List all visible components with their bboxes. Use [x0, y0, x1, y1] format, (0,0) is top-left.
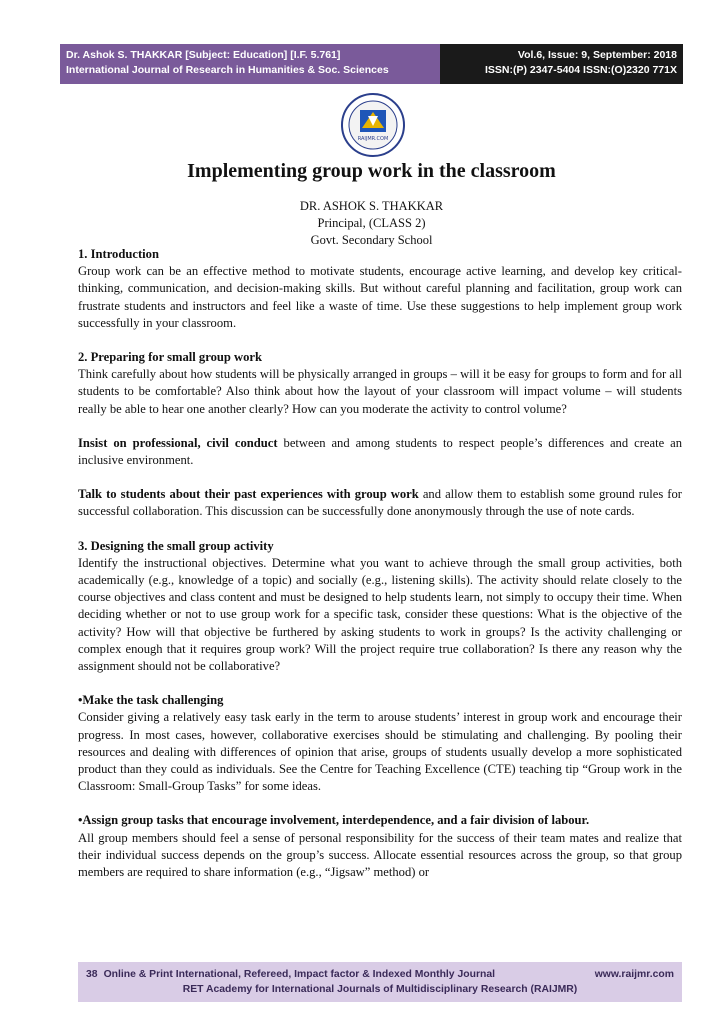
header-issue-block: [440, 44, 683, 84]
insist-rest: between and among students to respect people’s differences and create an inclusive environment.: [78, 435, 682, 468]
page-number: 38: [86, 969, 98, 980]
header-author-block: [60, 44, 440, 84]
journal-header: [60, 44, 683, 84]
logo-text: RAIJMR.COM: [357, 136, 389, 142]
talk-rest: and allow them to establish some ground rules for successful collaboration. This discussion can be successfully done anonymously through the use of note cards.: [78, 487, 682, 519]
author-block: [60, 198, 683, 249]
footer-website-link[interactable]: www.raijmr.com: [594, 969, 674, 980]
insist-paragraph: [78, 435, 682, 469]
header-issn-line: ISSN:(P) 2347-5404 ISSN:(O)2320 771X: [484, 64, 677, 76]
header-author-line: Dr. Ashok S. THAKKAR [Subject: Education] [I.F. 5.761]: [66, 49, 341, 61]
insist-bold: Insist on professional, civil conduct: [78, 435, 278, 450]
footer-line1-wrap: [86, 967, 495, 982]
header-journal-line: International Journal of Research in Humanities & Soc. Sciences: [66, 64, 389, 76]
talk-paragraph: [78, 486, 682, 520]
author-role: Principal, (CLASS 2): [317, 216, 426, 230]
assign-heading: •Assign group tasks that encourage involvement, interdependence, and a fair division of labour.: [78, 813, 590, 828]
footer-line1: Online & Print International, Refereed, Impact factor & Indexed Monthly Journal: [103, 969, 496, 980]
author-org: Govt. Secondary School: [310, 233, 433, 247]
paper-body: [78, 246, 682, 881]
designing-paragraph: Identify the instructional objectives. Determine what you want to achieve through the small group activities, both academically (e.g., knowledge of a topic) and socially (e.g., listening skills). The activity should relate closely to the course objectives and class content and must be designed to help students learn, not simply to occupy their time. When deciding whether or not to use group work for a specific task, consider these questions: What is the objective of the activity? How will that objective be furthered by asking students to work in groups? Is the activity challenging or complex enough that it requires group work? Will the project require true collaboration? Is there any reason why the assignment should not be collaborative?: [78, 555, 682, 674]
talk-bold: Talk to students about their past experiences with group work: [78, 487, 419, 502]
preparing-heading: 2. Preparing for small group work: [78, 350, 263, 365]
challenging-heading: •Make the task challenging: [78, 693, 224, 708]
journal-footer: [78, 962, 682, 1002]
journal-logo: [340, 92, 406, 158]
footer-line2: RET Academy for International Journals of Multidisciplinary Research (RAIJMR): [182, 984, 578, 995]
author-name: DR. ASHOK S. THAKKAR: [299, 199, 444, 213]
designing-heading: 3. Designing the small group activity: [78, 538, 274, 553]
intro-paragraph: Group work can be an effective method to motivate students, encourage active learning, and develop key critical-thinking, communication, and decision-making skills. But without careful planning and facilitation, group work can frustrate students and instructors and feel like a waste of time. Use these suggestions to help implement group work successfully in your classroom.: [78, 264, 682, 330]
challenging-paragraph: Consider giving a relatively easy task early in the term to arouse students’ interest in group work and encourage their progress. In most cases, however, collaborative exercises should be stimulating and challenging. By pooling their resources and dealing with differences of opinion that arise, groups of students usually develop a more sophisticated product than they could as individuals. See the Centre for Teaching Excellence (CTE) teaching tip “Group work in the Classroom: Small-Group Tasks” for some ideas.: [78, 710, 682, 794]
assign-paragraph: All group members should feel a sense of personal responsibility for the success of their team mates and realize that their individual success depends on the group’s success. Allocate essential resources across the group, so that group members are required to share information (e.g., “Jigsaw” method) or: [78, 830, 682, 880]
paper-title: Implementing group work in the classroom: [187, 160, 556, 182]
preparing-paragraph: Think carefully about how students will be physically arranged in groups – will it be easy for groups to form and for all students to be comfortable? Also think about how the layout of your classroom will impact volume – will students really be able to hear one another clearly? How can you moderate the activity to control volume?: [78, 367, 682, 416]
header-volume-line: Vol.6, Issue: 9, September: 2018: [517, 49, 677, 61]
intro-heading: 1. Introduction: [78, 247, 159, 261]
